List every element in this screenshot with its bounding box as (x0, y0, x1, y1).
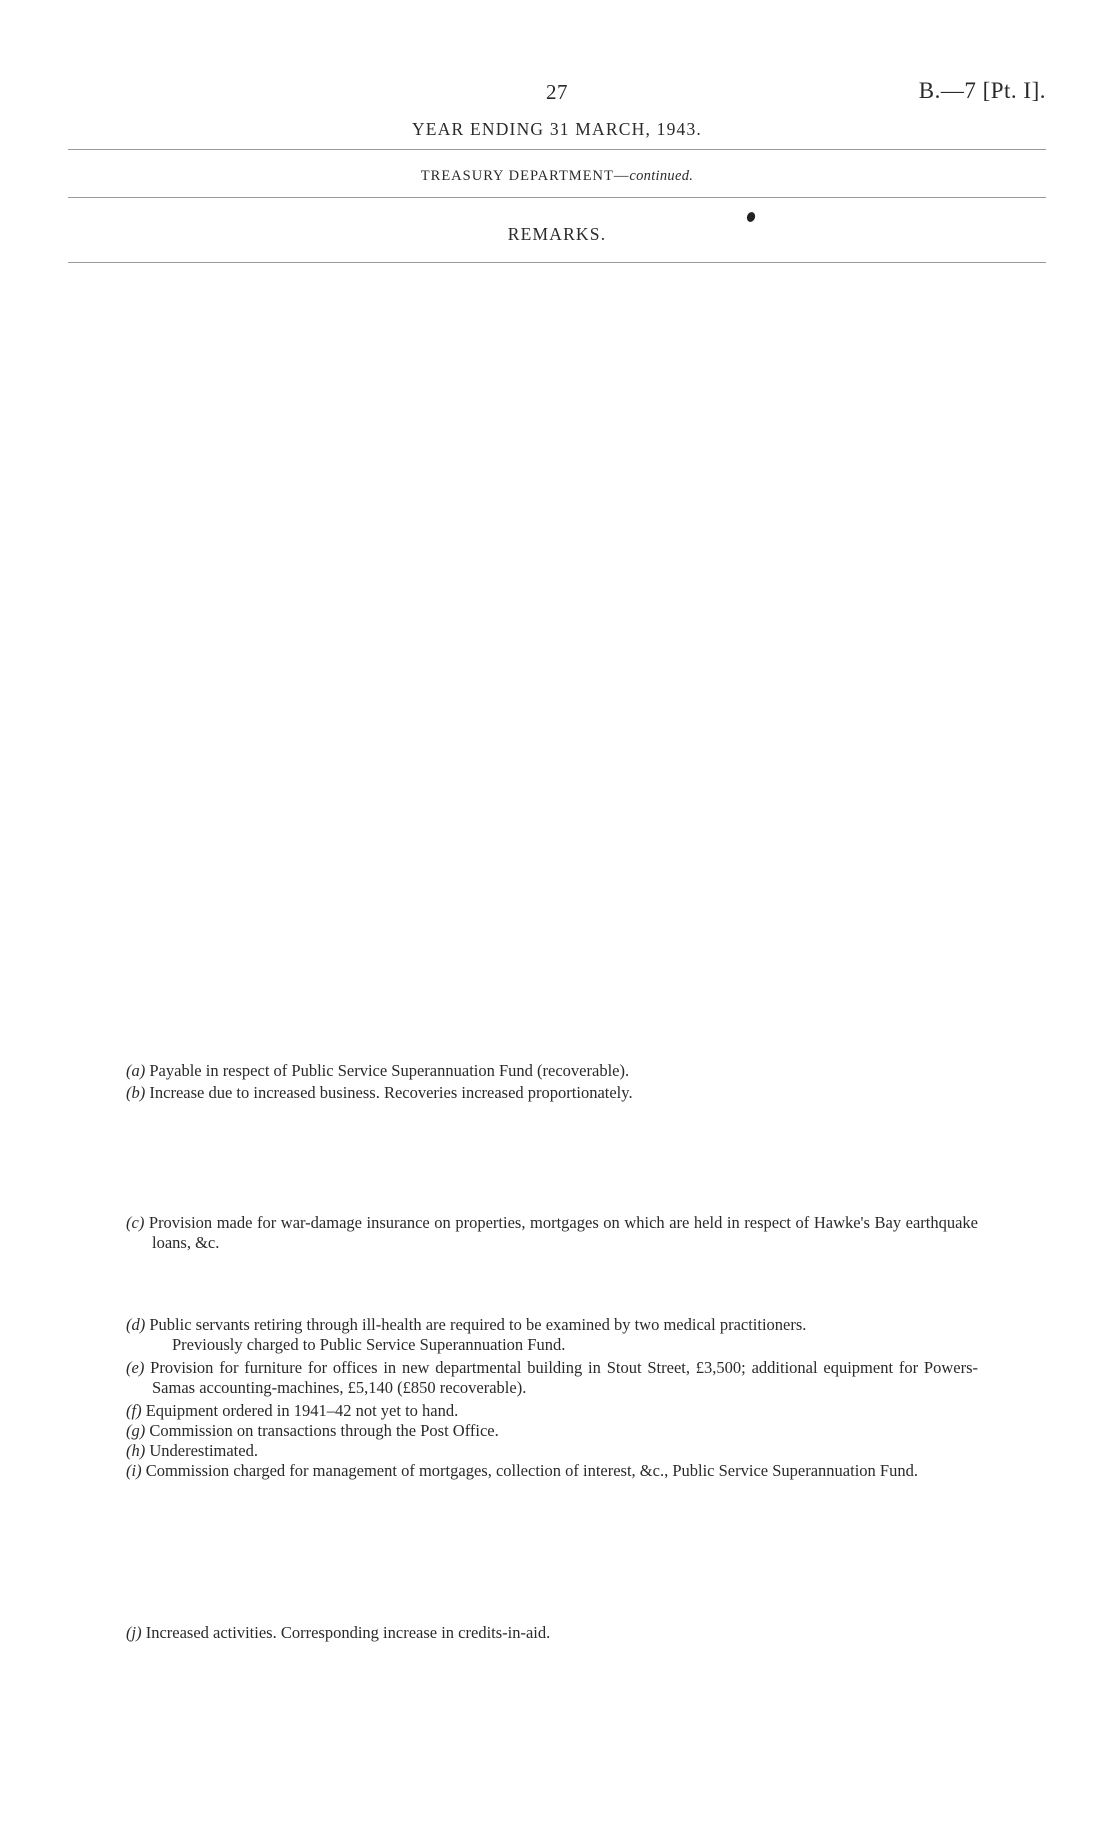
section-title: REMARKS. (507, 224, 607, 244)
remark-item (126, 1461, 978, 1481)
page-number: 27 (546, 80, 568, 104)
remark-item (126, 1315, 978, 1355)
remark-text: Public servants retiring through ill-health are required to be examined by two medical practitioners. (149, 1315, 807, 1334)
remark-text: Increase due to increased business. Recoveries increased proportionately. (149, 1083, 633, 1102)
department-name: TREASURY DEPARTMENT— (420, 168, 630, 184)
year-heading: YEAR ENDING 31 MARCH, 1943. (411, 119, 703, 139)
remark-item (126, 1213, 978, 1253)
remark-continuation: Previously charged to Public Service Superannuation Fund. (172, 1335, 566, 1354)
remark-text: Provision made for war-damage insurance on properties, mortgages on which are held in respect of Hawke's Bay earthquake loans, &c. (148, 1213, 979, 1252)
document-reference: B.—7 [Pt. I]. (918, 78, 1046, 103)
remark-letter: (h) (126, 1441, 146, 1460)
divider-rule (68, 197, 1046, 198)
remark-item (126, 1061, 978, 1081)
remark-item (126, 1421, 978, 1441)
remark-item (126, 1441, 978, 1461)
remark-text: Commission on transactions through the Post Office. (149, 1421, 499, 1440)
remark-text: Increased activities. Corresponding increase in credits-in-aid. (145, 1623, 551, 1642)
remark-letter: (f) (126, 1401, 142, 1420)
remark-letter: (j) (126, 1623, 142, 1642)
divider-rule (68, 262, 1046, 263)
remark-letter: (g) (126, 1421, 146, 1440)
ink-blot (746, 211, 757, 223)
remark-item (126, 1358, 978, 1398)
remark-text: Provision for furniture for offices in new departmental building in Stout Street, £3,500; additional equipment for Powers-Samas accounting-machines, £5,140 (£850 recoverable). (150, 1358, 978, 1397)
remark-text: Equipment ordered in 1941–42 not yet to hand. (145, 1401, 459, 1420)
remark-item (126, 1083, 978, 1103)
remark-letter: (e) (126, 1358, 145, 1377)
remark-text: Commission charged for management of mortgages, collection of interest, &c., Public Service Superannuation Fund. (145, 1461, 918, 1480)
department-heading (0, 168, 1114, 185)
remark-item (126, 1401, 978, 1421)
remark-letter: (d) (126, 1315, 146, 1334)
remark-letter: (b) (126, 1083, 146, 1102)
remark-text: Underestimated. (149, 1441, 258, 1460)
divider-rule (68, 149, 1046, 150)
remark-text: Payable in respect of Public Service Superannuation Fund (recoverable). (149, 1061, 630, 1080)
remark-letter: (i) (126, 1461, 142, 1480)
department-suffix: continued. (629, 168, 694, 184)
remark-item (126, 1623, 978, 1643)
remark-letter: (c) (126, 1213, 145, 1232)
remark-letter: (a) (126, 1061, 146, 1080)
